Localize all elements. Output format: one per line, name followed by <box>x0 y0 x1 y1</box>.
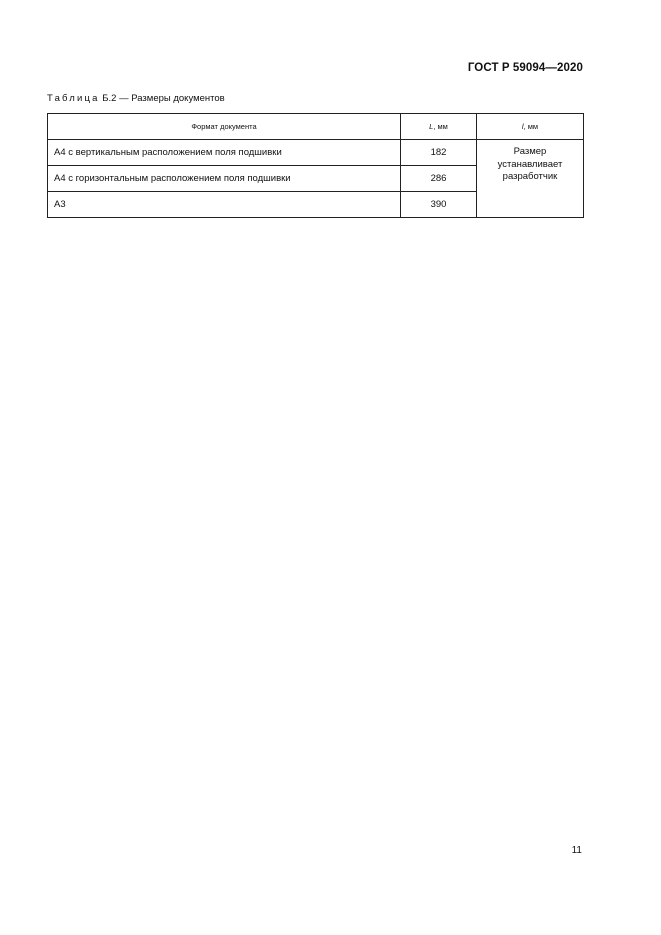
L-value-cell: 390 <box>401 192 477 218</box>
header-l-unit: , мм <box>523 122 539 131</box>
standard-number: ГОСТ Р 59094—2020 <box>467 62 583 74</box>
table-caption-prefix: Таблица <box>47 93 100 104</box>
table-caption-title: Б.2 — Размеры документов <box>99 93 225 104</box>
format-cell: А3 <box>48 192 401 218</box>
document-sizes-table <box>47 113 584 218</box>
L-value-cell: 286 <box>401 166 477 192</box>
table-row <box>48 140 584 166</box>
header-l <box>477 114 584 140</box>
l-note-line: устанавливает <box>497 158 563 170</box>
l-note-line: разработчик <box>502 171 558 182</box>
header-L-unit: , мм <box>433 122 448 131</box>
header-l-symbol: l <box>521 122 524 131</box>
table-header-row <box>48 114 584 140</box>
header-L <box>401 114 477 140</box>
header-format <box>48 114 401 140</box>
table-caption <box>47 93 225 104</box>
header-format-label: Формат документа <box>191 122 257 131</box>
L-value-cell: 182 <box>401 140 477 166</box>
l-note-cell <box>477 140 584 218</box>
format-cell: А4 с горизонтальным расположением поля подшивки <box>48 166 401 192</box>
header-L-symbol: L <box>429 122 434 131</box>
l-note-line: Размер <box>513 146 547 157</box>
page-number: 11 <box>571 845 582 856</box>
format-cell: А4 с вертикальным расположением поля подшивки <box>48 140 401 166</box>
